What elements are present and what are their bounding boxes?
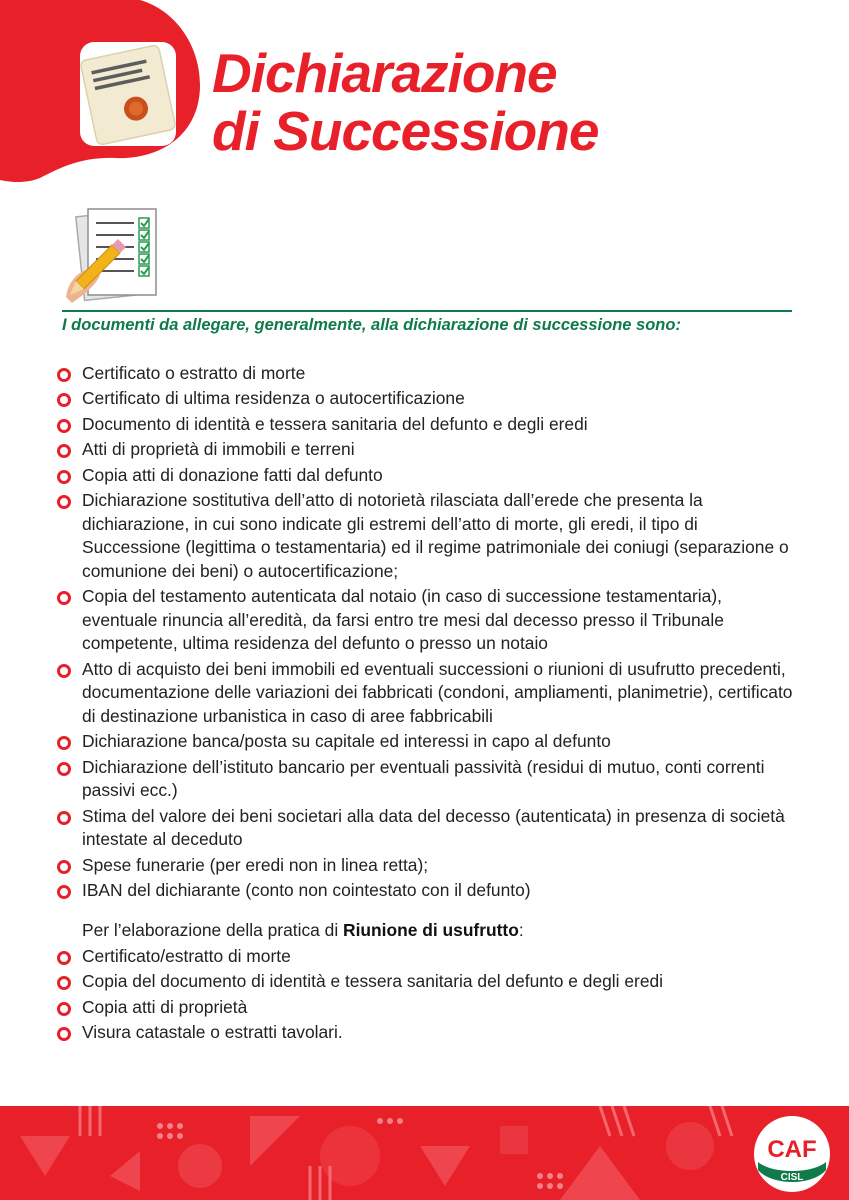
list-item: Stima del valore dei beni societari alla data del decesso (autenticata) in presenza di società intestate al deceduto xyxy=(56,805,796,852)
documents-intro: I documenti da allegare, generalmente, alla dichiarazione di successione sono: xyxy=(62,316,681,334)
caf-cisl-logo xyxy=(752,1114,832,1194)
bullet-icon xyxy=(57,393,71,407)
footer-pattern xyxy=(0,1106,849,1200)
bullet-icon xyxy=(57,885,71,899)
list-item: Dichiarazione dell’istituto bancario per eventuali passività (residui di mutuo, conti correnti passivi ecc.) xyxy=(56,756,796,803)
list-item: Copia del testamento autenticata dal notaio (in caso di successione testamentaria), eventuale rinuncia all’eredità, da farsi entro tre mesi dal decesso presso il Tribunale competente, ultima residenza del defunto o presso un notaio xyxy=(56,585,796,656)
list-item: Dichiarazione sostitutiva dell’atto di notorietà rilasciata dall’erede che presenta la dichiarazione, in cui sono indicate gli estremi dell’atto di morte, gli eredi, il tipo di Successione (legittima o testamentaria) ed il regime patrimoniale dei coniugi (separazione o comunione dei beni) o autocertificazione; xyxy=(56,489,796,583)
usufrutto-list xyxy=(56,945,796,1047)
documents-list xyxy=(56,362,796,904)
certificate-icon xyxy=(80,42,176,146)
bullet-icon xyxy=(57,976,71,990)
list-item: Spese funerarie (per eredi non in linea retta); xyxy=(56,854,796,878)
list-item: Certificato di ultima residenza o autocertificazione xyxy=(56,387,796,411)
bullet-icon xyxy=(57,368,71,382)
bullet-icon xyxy=(57,951,71,965)
title-line-1: Dichiarazione xyxy=(212,42,557,104)
list-item: Copia del documento di identità e tessera sanitaria del defunto e degli eredi xyxy=(56,970,796,994)
usufrutto-label: Riunione di usufrutto xyxy=(343,920,519,940)
logo-text-caf: CAF xyxy=(767,1136,817,1163)
bullet-icon xyxy=(57,762,71,776)
list-item: Certificato/estratto di morte xyxy=(56,945,796,969)
title-line-2: di Successione xyxy=(212,100,599,162)
list-item: Visura catastale o estratti tavolari. xyxy=(56,1021,796,1045)
bullet-icon xyxy=(57,591,71,605)
bullet-icon xyxy=(57,1002,71,1016)
header-decoration xyxy=(0,0,220,190)
list-item: Dichiarazione banca/posta su capitale ed interessi in capo al defunto xyxy=(56,730,796,754)
section-divider xyxy=(62,310,792,312)
list-item: Documento di identità e tessera sanitaria del defunto e degli eredi xyxy=(56,413,796,437)
logo-text-cisl: CISL xyxy=(780,1172,804,1183)
usufrutto-intro: Per l’elaborazione della pratica di Riunione di usufrutto: xyxy=(82,920,524,940)
list-item: Atto di acquisto dei beni immobili ed eventuali successioni o riunioni di usufrutto precedenti, documentazione delle variazioni dei fabbricati (condoni, ampliamenti, planimetrie), certificato di destinazione urbanistica in caso di aree fabbricabili xyxy=(56,658,796,729)
bullet-icon xyxy=(57,419,71,433)
bullet-icon xyxy=(57,1027,71,1041)
bullet-icon xyxy=(57,736,71,750)
bullet-icon xyxy=(57,811,71,825)
bullet-icon xyxy=(57,860,71,874)
list-item: IBAN del dichiarante (conto non cointestato con il defunto) xyxy=(56,879,796,903)
page-title xyxy=(212,44,598,160)
bullet-icon xyxy=(57,495,71,509)
bullet-icon xyxy=(57,444,71,458)
list-item: Copia atti di proprietà xyxy=(56,996,796,1020)
checklist-pencil-icon xyxy=(62,205,162,305)
footer-band xyxy=(0,1106,849,1200)
list-item: Certificato o estratto di morte xyxy=(56,362,796,386)
list-item: Copia atti di donazione fatti dal defunto xyxy=(56,464,796,488)
bullet-icon xyxy=(57,664,71,678)
list-item: Atti di proprietà di immobili e terreni xyxy=(56,438,796,462)
bullet-icon xyxy=(57,470,71,484)
